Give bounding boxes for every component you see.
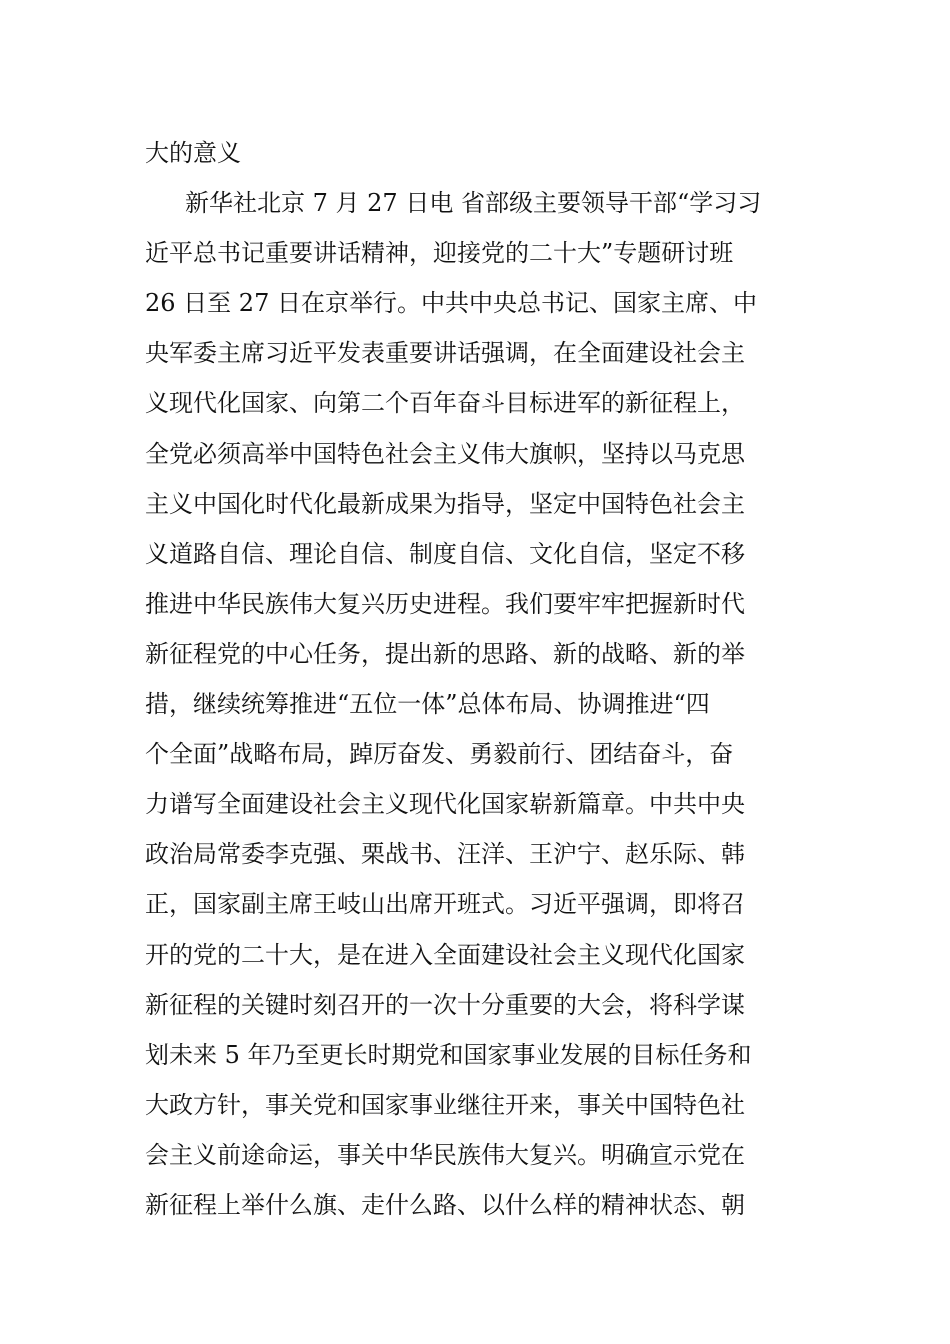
- text-line: 大政方针，事关党和国家事业继往开来，事关中国特色社: [145, 1090, 745, 1119]
- text-line: 26 日至 27 日在京举行。中共中央总书记、国家主席、中: [145, 289, 757, 318]
- text-line: 近平总书记重要讲话精神，迎接党的二十大”专题研讨班: [145, 239, 734, 268]
- body-text: [145, 128, 825, 1230]
- text-line: 划未来 5 年乃至更长时期党和国家事业发展的目标任务和: [145, 1040, 752, 1069]
- text-line: 措，继续统筹推进“五位一体”总体布局、协调推进“四: [145, 690, 710, 719]
- text-line: 义现代化国家、向第二个百年奋斗目标进军的新征程上，: [145, 389, 745, 418]
- text-line: 开的党的二十大，是在进入全面建设社会主义现代化国家: [145, 940, 745, 969]
- text-line: 政治局常委李克强、栗战书、汪洋、王沪宁、赵乐际、韩: [145, 840, 745, 869]
- text-line: 主义中国化时代化最新成果为指导，坚定中国特色社会主: [145, 489, 745, 518]
- text-line: 新华社北京 7 月 27 日电 省部级主要领导干部“学习习: [185, 189, 762, 218]
- text-line: 新征程党的中心任务，提出新的思路、新的战略、新的举: [145, 639, 745, 668]
- text-line: 全党必须高举中国特色社会主义伟大旗帜，坚持以马克思: [145, 439, 745, 468]
- text-line: 会主义前途命运，事关中华民族伟大复兴。明确宣示党在: [145, 1140, 745, 1169]
- text-line: 大的意义: [145, 139, 241, 167]
- text-line: 推进中华民族伟大复兴历史进程。我们要牢牢把握新时代: [145, 589, 745, 618]
- text-line: 义道路自信、理论自信、制度自信、文化自信，坚定不移: [145, 539, 745, 568]
- text-line: 正，国家副主席王岐山出席开班式。习近平强调，即将召: [145, 890, 745, 919]
- text-line: 力谱写全面建设社会主义现代化国家崭新篇章。中共中央: [145, 790, 745, 819]
- text-line: 央军委主席习近平发表重要讲话强调，在全面建设社会主: [145, 339, 745, 368]
- text-line: 新征程的关键时刻召开的一次十分重要的大会，将科学谋: [145, 990, 745, 1019]
- text-line: 新征程上举什么旗、走什么路、以什么样的精神状态、朝: [145, 1190, 745, 1219]
- text-line: 个全面”战略布局，踔厉奋发、勇毅前行、团结奋斗，奋: [145, 740, 734, 769]
